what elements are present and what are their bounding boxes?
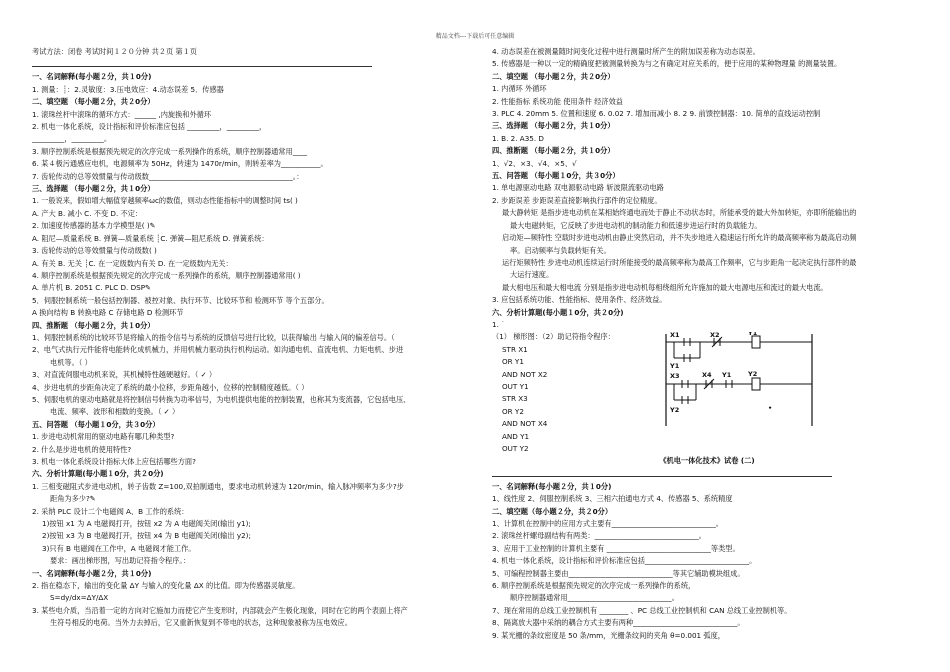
left-col-line: 1. 滚珠丝杆中滚珠的循环方式：______ ,内旋换和外循环 [32,109,212,119]
right-col-line: 4. 机电一体化系统，设计指标和评价标准应包括_____________________________。 [492,556,757,566]
left-col-line: 1. 三相变磁阻式步进电动机，转子齿数 Z=100,双拍制通电，要求电动机转速为 120r/min，输入脉冲频率为多少?步 [32,481,404,491]
right-col-line: 1. 内循环 外循环 [492,84,547,94]
right-col-line: AND NOT X2 [502,369,548,379]
left-col-line: 1. 测量：┊：2.灵敏度：3.压电效应：4.动态误差 5．传感器 [32,84,224,94]
left-col-line: 3)只有 B 电磁阀在工作中，A 电磁阀才能工作。 [42,543,196,553]
right-col-line: 1. ˙ [492,319,505,329]
right-col-line: 四、推断题 （每小题２分，共１0分） [492,146,615,156]
left-col-line: 3. 顺序控制系统是根据预先规定的次序完成一系列操作的系统，顺序控制器通常用____ [32,146,308,156]
page-header: 精品文档---下载后可任意编辑 [435,33,515,40]
left-col-line: 1)按钮 x1 为 A 电磁阀打开，按钮 x2 为 A 电磁阀关闭(输出 y1); [42,519,251,529]
right-col-line: 二、填空题 （每小题２分，共２0分） [492,71,615,81]
left-col-line: 电机等。（ ） [50,357,92,367]
ladder-label-y2-coil: Y2 [748,370,758,378]
left-col-line: 一、名词解释(每小题２分，共１0分) [32,72,152,82]
right-col-line: 6. 顺序控制系统是根据预先规定的次序完成一系列操作的系统， [492,581,696,591]
ladder-label-x3: X3 [670,372,680,380]
left-col-line: 二、填空题 （每小题２分，共２0分） [32,97,155,107]
right-col-line: AND Y1 [502,431,530,441]
left-col-line: 3. 某些电介质，当沿着一定的方向对它施加力而使它产生变形时，内部就会产生极化现象，同时在它的两个表面上将产 [32,605,408,615]
left-col-line: _________，_________。 [32,134,112,144]
right-col-line: 2. 性能指标 系统功能 使用条件 经济效益 [492,96,623,106]
right-col-line: 8、隔离放大器中采纳的耦合方式主要有两种_____________________________。 [492,618,745,628]
ladder-label-y1-branch: Y1 [670,362,680,370]
right-col-line: 最大电磁转矩，它反映了步进电动机的制动能力和低速步进运行时的负载能力。 [510,220,762,230]
right-col-line: 最大相电压和最大相电流 分别是指步进电动机每相绕组所允许施加的最大电源电压和流过的最大电流。 [502,282,828,292]
left-col-line: A. 有关 B. 无关 ┊C. 在一定级数内有关 D. 在一定级数内无关： [32,258,233,268]
left-col-line: 5、伺服电机的驱动电路就是将控制信号转换为功率信号，为电机提供电能的控制装置，也称其为变流器，它包括电压、 [32,394,411,404]
right-col-line: （1） 梯形图：（2）助记符指令程序： [492,332,615,342]
left-col-line: 3、对直流伺服电动机来说，其机械特性越硬越好。（ ✓ ） [32,370,217,380]
left-col-line: 六、分析计算题(每小题１0分，共２0分) [32,469,164,479]
right-col-line: 六、分析计算题(每小题１0分，共２0分) [492,307,624,317]
right-col-line: 三、选择题 （每小题２分，共１0分） [492,121,615,131]
left-col-line [32,58,372,67]
left-col-line: A. 阻尼—质量系统 B. 弹簧—质量系统 ┊C. 弹簧—阻尼系统 D. 弹簧系统： [32,233,269,243]
right-col-line: 2. 滚珠丝杆螺母副结构有两类：_____________________________。 [492,531,706,541]
left-col-line: 1. 步进电动机常用的驱动电路有哪几种类型? [32,432,175,442]
left-col-line: 2. 采纳 PLC 设计二个电磁阀 A、B 工作的系统： [32,506,189,516]
left-col-line: 三、选择题 （每小题２分，共１0分） [32,184,155,194]
right-col-line: 7、现在常用的总线工业控制机有 ________ 、PC 总线工业控制机和 CAN 总线工业控制机等。 [492,605,792,615]
left-col-line: 2. 加速度传感器的基本力学模型是( )✎ [32,221,156,231]
right-col-line: 率。启动频率与负载转矩有关。 [510,245,611,255]
ladder-label-y1-contact: Y1 [722,371,732,379]
right-col-line: OR Y1 [502,357,524,367]
right-col-line: 3. 应包括系统功能、性能指标、使用条件、经济效益。 [492,295,667,305]
right-col-line: 9. 某光栅的条纹密度是 50 条/mm，光栅条纹间的夹角 θ=0.001 弧度， [492,630,725,640]
right-col-line: 1. 单电源驱动电路 双电源驱动电路 斩波限流驱动电路 [492,183,664,193]
left-col-line: 距角为多少?✎ [50,494,96,504]
right-col-line: 1、√2、×3、√4、×5、√ [492,158,577,168]
right-col-line: 二、填空题（每小题２分，共２0分） [492,506,613,516]
left-col-line: 2. 机电一体化系统，设计指标和评价标准应包括 _________，_________， [32,122,267,132]
left-col-line: 四、推断题 （每小题２分，共１0分） [32,320,155,330]
right-col-line: 大运行速度。 [510,270,554,280]
left-col-line: A. 产大 B. 减小 C. 不变 D. 不定： [32,208,143,218]
left-col-line: 电流、频率、波形和相数的变换。（ ✓ ） [50,407,180,417]
left-col-line: 2)按钮 x3 为 B 电磁阀打开，按钮 x4 为 B 电磁阀关闭(输出 y2); [42,531,251,541]
left-col-line: 2. 指在稳态下，输出的变化量 ΔY 与输入的变化量 ΔX 的比值。即为传感器灵敏度。 [32,581,300,591]
left-col-line: 6. 某４极污通感应电机，电源频率为 50Hz，转速为 1470r/min，则转差率为___________。 [32,159,328,169]
ladder-label-x1: X1 [670,332,680,339]
left-col-line: 1、伺服控制系统的比较环节是将输入的指令信号与系统的反馈信号进行比较，以获得输出 与输入间的偏差信号。（ [32,332,395,342]
left-col-line: 考试方法：闭卷 考试时间１２０分钟 共２页 第１页 [32,47,197,56]
right-col-line: 5、可编程控制器主要由_____________________________等其它辅助模块组成。 [492,568,745,578]
right-col-line: 1. B. 2. A35. D [492,133,544,143]
left-col-line: 4. 顺序控制系统是根据预先规定的次序完成一系列操作的系统，顺序控制器通常用( ) [32,270,301,280]
ladder-label-y1-coil: Y1 [748,332,758,337]
right-col-line: 5. 传感器是一种以一定的精确度把被测量转换为与之有确定对应关系的，便于应用的某种物理量 的测量装置。 [492,59,842,69]
left-col-line: 一、名词解释(每小题２分，共１0分) [32,568,152,578]
right-col-line: OR Y2 [502,406,524,416]
right-col-line: STR X1 [502,344,528,354]
right-col-line: 一、名词解释(每小题２分，共１0分) [492,481,612,491]
right-col-line: 4. 动态误差在被测量随时间变化过程中进行测量时所产生的附加误差称为动态误差。 [492,47,760,56]
right-col-line: 2. 步距误差 步距误差直接影响执行部件的定位精度。 [492,195,662,205]
right-col-line: 五、问答题 （每小题１0分，共３0分） [492,171,620,181]
left-col-line: A 换向结构 B 转换电路 C 存储电路 D 检测环节 [32,308,184,318]
ladder-end-mark: • [768,404,773,412]
ladder-label-x2: X2 [710,332,720,339]
ladder-label-x4: X4 [702,371,712,379]
left-col-line: 3. 机电一体化系统设计指标大体上应包括哪些方面? [32,457,196,466]
ladder-diagram [664,332,924,428]
right-col-line: 最大静转矩 是指步进电动机在某相始终通电而处于静止不动状态时，所能承受的最大外加转矩，亦即所能输出的 [502,208,857,218]
left-col-line: 五、问答题 （每小题１0分，共３0分） [32,419,160,429]
right-col-line: 运行矩频特性 步进电动机连续运行时所能接受的最高频率称为最高工作频率，它与步距角一起决定执行部件的最 [502,257,857,267]
right-col-line: OUT Y2 [502,444,529,453]
left-col-line: 3. 齿轮传动的总等效惯量与传动级数( ) [32,246,157,256]
right-col-line: 1、线性度 2、伺服控制系统 3、三相六拍通电方式 4、传感器 5、系统精度 [492,494,733,504]
left-col-line: 生符号相反的电荷。当外力去掉后，它又重新恢复到不带电的状态，这种现象被称为压电效应。 [50,618,352,628]
left-col-line: 2. 什么是步进电机的使用特性? [32,444,132,454]
right-col-line [492,468,832,477]
left-col-line: 2、电气式执行元件能将电能转化成机械力，并用机械力驱动执行机构运动。如沟通电机、直流电机、力矩电机、步进 [32,345,404,355]
right-col-line: 启动矩—频特性 空载时步进电动机由静止突然启动，并不失步地进入稳速运行所允许的最高频率称为最高启动频 [502,233,857,243]
left-column [32,46,460,630]
right-col-line: 3. PLC 4. 20mm 5. 位置和速度 6. 0.02 7. 增加而减小 8. 2 9. 前馈控制器：10. 简单的直线运动控制 [492,109,821,119]
right-col-line: 《机电一体化技术》试卷 (二) [659,456,755,466]
left-col-line: 1. 一般说来，假如增大幅值穿越频率ωc的数值，则动态性能指标中的调整时间 ts( ) [32,196,298,206]
left-col-line: 7. 齿轮传动的总等效惯量与传动级数________________________________________。： [32,171,304,181]
right-col-line: AND NOT X4 [502,419,548,429]
left-col-line: 要求：画出梯形图，写出助记符指令程序。： [50,556,191,566]
left-col-line: A. 单片机 B. 2051 C. PLC D. DSP✎ [32,283,152,293]
right-col-line: OUT Y1 [502,381,529,391]
right-col-line: 顺序控制器通常用_____________________________。 [510,593,679,603]
right-col-line: STR X3 [502,394,528,404]
left-col-line: 4、步进电机的步距角决定了系统的最小位移，步距角越小，位移的控制精度越低。（ ） [32,382,309,392]
left-col-line: 5．伺服控制系统一般包括控制器、被控对象、执行环节、比较环节和 检测环节 等个五部分。 [32,295,329,305]
right-col-line: 1、计算机在控制中的应用方式主要有_____________________________。 [492,519,723,529]
left-col-line: S=dy/dx=ΔY/ΔX [50,593,109,603]
right-col-line: 3、应用于工业控制的计算机主要有 _____________________________等类型。 [492,543,740,553]
ladder-diagram-svg [664,332,924,428]
ladder-label-y2-branch: Y2 [670,406,680,414]
